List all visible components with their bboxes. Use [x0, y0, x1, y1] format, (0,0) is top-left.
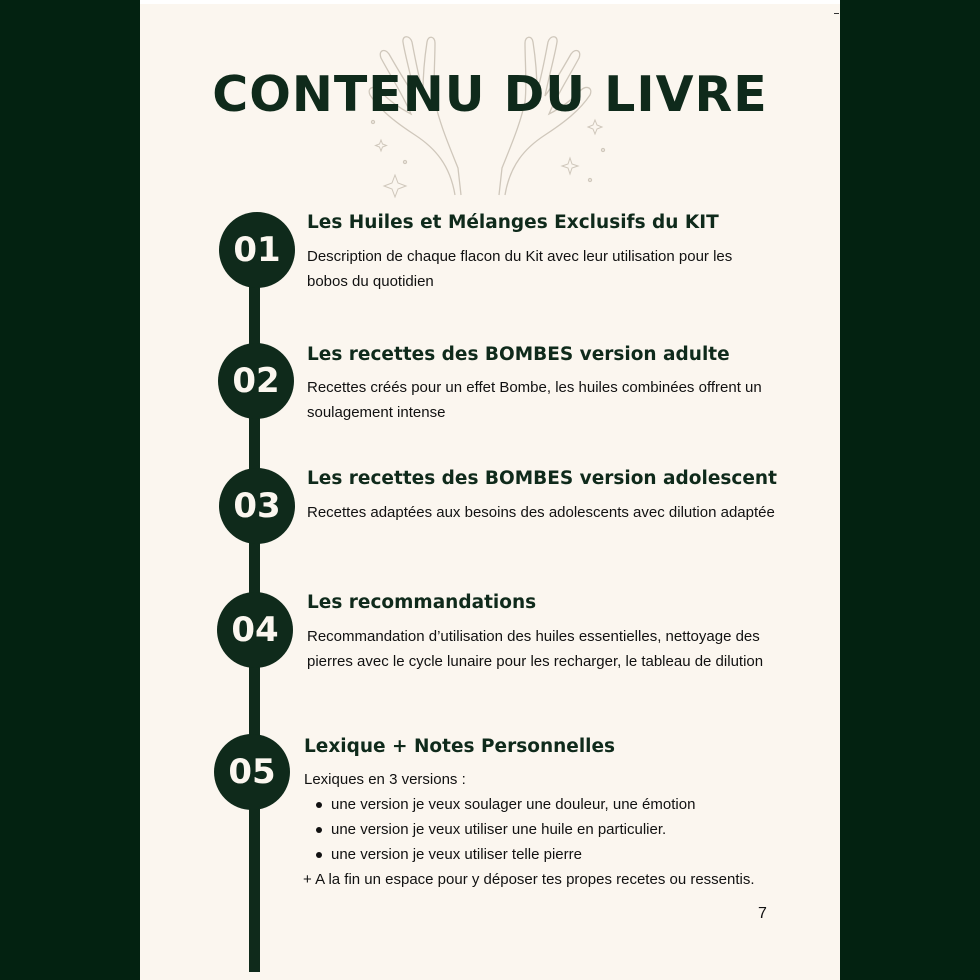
crop-mark	[834, 13, 839, 14]
section-number-badge: 01	[219, 212, 295, 288]
description-line: soulagement intense	[307, 404, 446, 421]
bullet-list	[313, 792, 695, 867]
description-line: Recettes créés pour un effet Bombe, les huiles combinées offrent un	[307, 379, 762, 396]
section-number-badge: 02	[218, 343, 294, 419]
description-line: bobos du quotidien	[307, 273, 434, 290]
section-intro: Lexiques en 3 versions :	[304, 771, 466, 788]
section-heading: Les recettes des BOMBES version adulte	[307, 344, 730, 365]
section-number-badge: 05	[214, 734, 290, 810]
page-title: CONTENU DU LIVRE	[212, 66, 768, 123]
description-line: Recommandation d’utilisation des huiles essentielles, nettoyage des	[307, 628, 760, 645]
section-description	[307, 500, 775, 525]
section-heading: Les recettes des BOMBES version adolescent	[307, 468, 777, 489]
section-heading: Les Huiles et Mélanges Exclusifs du KIT	[307, 212, 719, 233]
section-description	[307, 244, 732, 294]
list-item: une version je veux utiliser telle pierre	[313, 842, 695, 867]
description-line: pierres avec le cycle lunaire pour les recharger, le tableau de dilution	[307, 653, 764, 670]
section-heading: Les recommandations	[307, 592, 537, 613]
list-item: une version je veux utiliser une huile en particulier.	[313, 817, 695, 842]
section-description	[307, 624, 763, 674]
page-top-border	[140, 0, 840, 4]
section-heading: Lexique + Notes Personnelles	[304, 736, 616, 757]
section-footer-note: + A la fin un espace pour y déposer tes propes recetes ou ressentis.	[303, 871, 755, 888]
page-number: 7	[758, 905, 767, 922]
section-number-badge: 04	[217, 592, 293, 668]
description-line: Description de chaque flacon du Kit avec leur utilisation pour les	[307, 248, 733, 265]
description-line: Recettes adaptées aux besoins des adolescents avec dilution adaptée	[307, 504, 775, 521]
list-item: une version je veux soulager une douleur, une émotion	[313, 792, 695, 817]
section-description	[307, 375, 762, 425]
section-number-badge: 03	[219, 468, 295, 544]
